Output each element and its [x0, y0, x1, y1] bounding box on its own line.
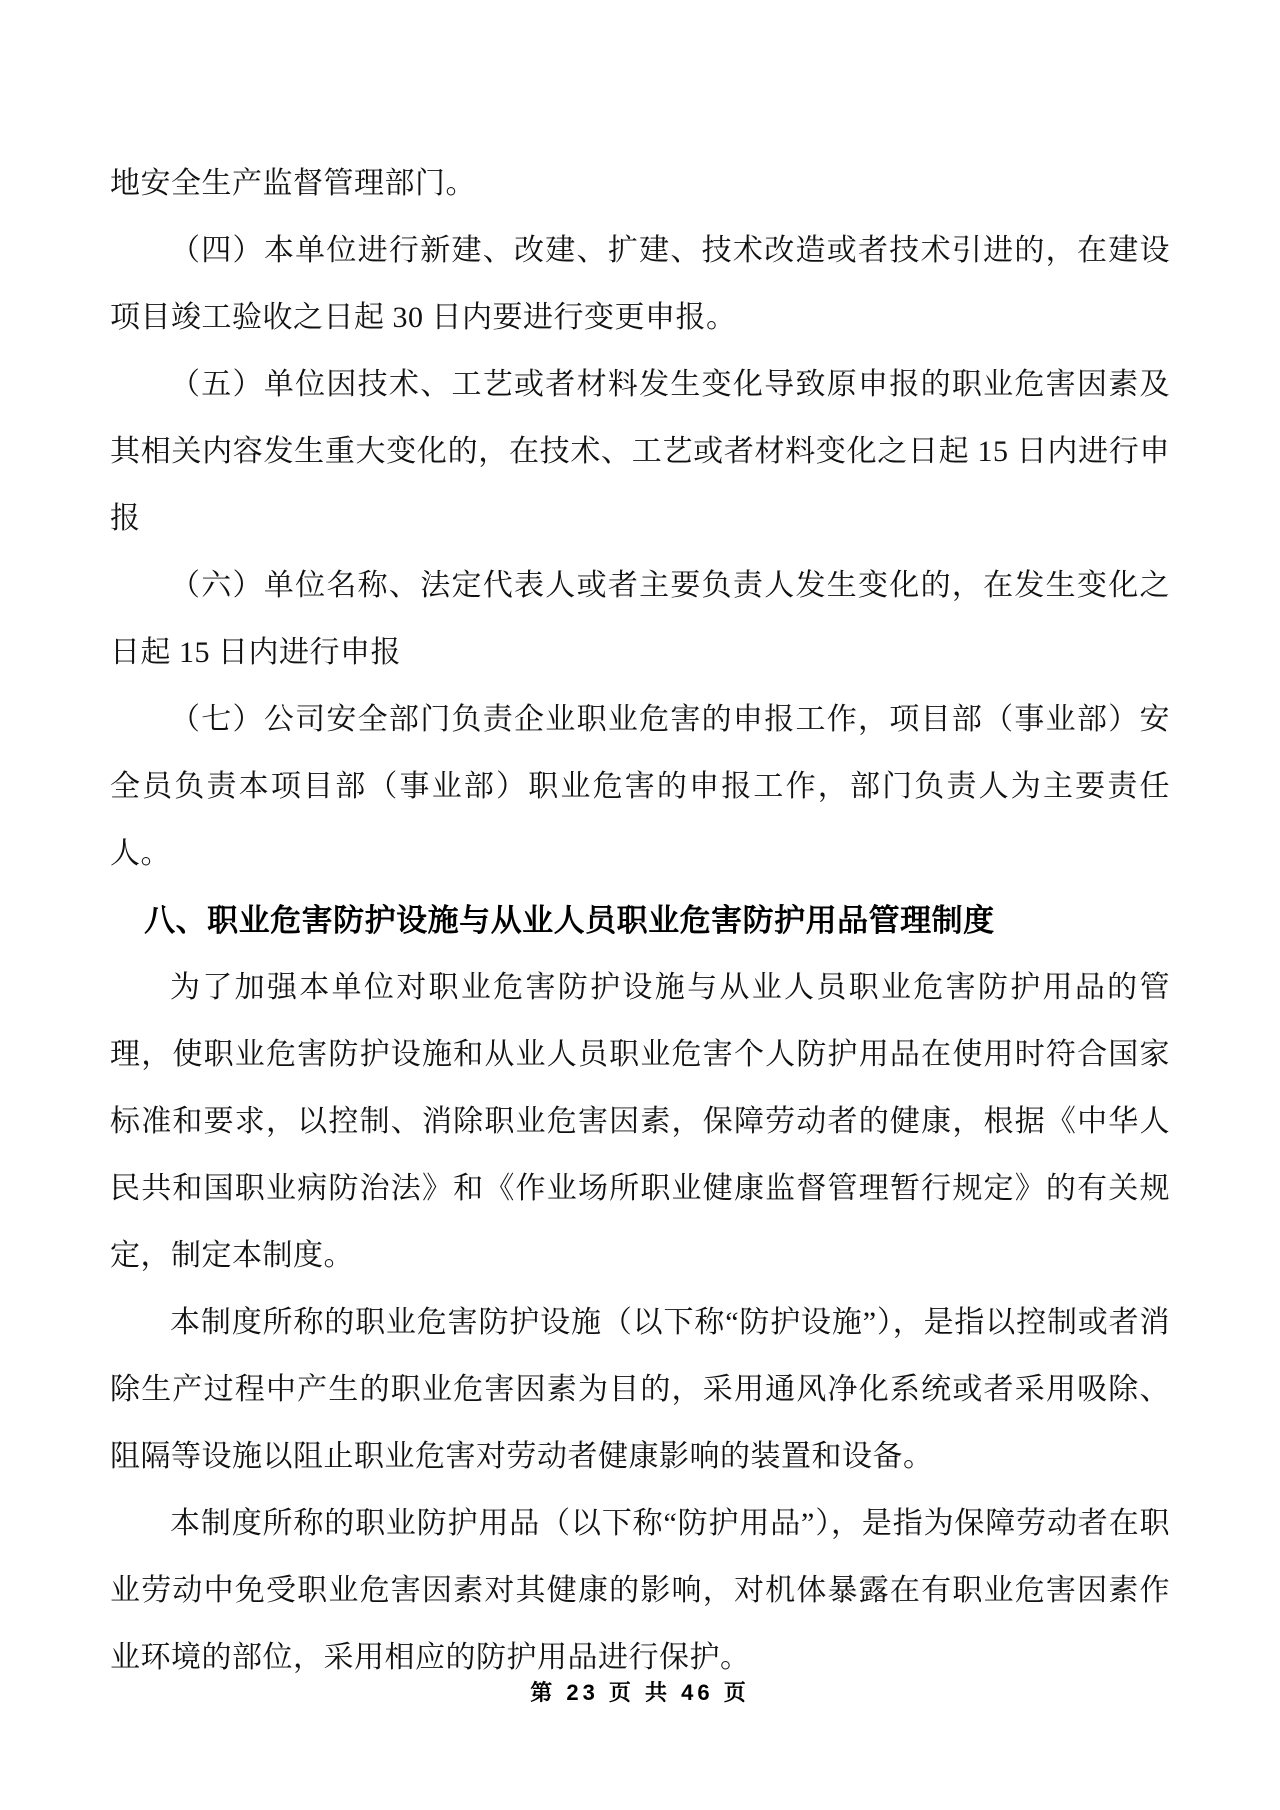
paragraph-item-5: （五）单位因技术、工艺或者材料发生变化导致原申报的职业危害因素及其相关内容发生重大变化的，在技术、工艺或者材料变化之日起 15 日内进行申报 [110, 368, 1170, 535]
paragraph-purpose: 为了加强本单位对职业危害防护设施与从业人员职业危害防护用品的管理，使职业危害防护设施和从业人员职业危害个人防护用品在使用时符合国家标准和要求，以控制、消除职业危害因素，保障劳动者的健康，根据《中华人民共和国职业病防治法》和《作业场所职业健康监督管理暂行规定》的有关规定，制定本制度。 [110, 971, 1170, 1272]
paragraph-definition-facilities: 本制度所称的职业危害防护设施（以下称“防护设施”），是指以控制或者消除生产过程中产生的职业危害因素为目的，采用通风净化系统或者采用吸除、阻隔等设施以阻止职业危害对劳动者健康影响的装置和设备。 [110, 1306, 1170, 1473]
section-heading-chapter-8: 八、职业危害防护设施与从业人员职业危害防护用品管理制度 [144, 903, 995, 938]
paragraph-item-4: （四）本单位进行新建、改建、扩建、技术改造或者技术引进的，在建设项目竣工验收之日起 30 日内要进行变更申报。 [110, 234, 1170, 334]
paragraph-item-6: （六）单位名称、法定代表人或者主要负责人发生变化的，在发生变化之日起 15 日内进行申报 [110, 569, 1170, 669]
paragraph-definition-ppe: 本制度所称的职业防护用品（以下称“防护用品”），是指为保障劳动者在职业劳动中免受职业危害因素对其健康的影响，对机体暴露在有职业危害因素作业环境的部位，采用相应的防护用品进行保护。 [110, 1507, 1170, 1674]
paragraph-continuation: 地安全生产监督管理部门。 [110, 167, 476, 200]
page-footer: 第 23 页 共 46 页 [530, 1680, 750, 1705]
paragraph-item-7: （七）公司安全部门负责企业职业危害的申报工作，项目部（事业部）安全员负责本项目部（事业部）职业危害的申报工作，部门负责人为主要责任人。 [110, 703, 1170, 870]
